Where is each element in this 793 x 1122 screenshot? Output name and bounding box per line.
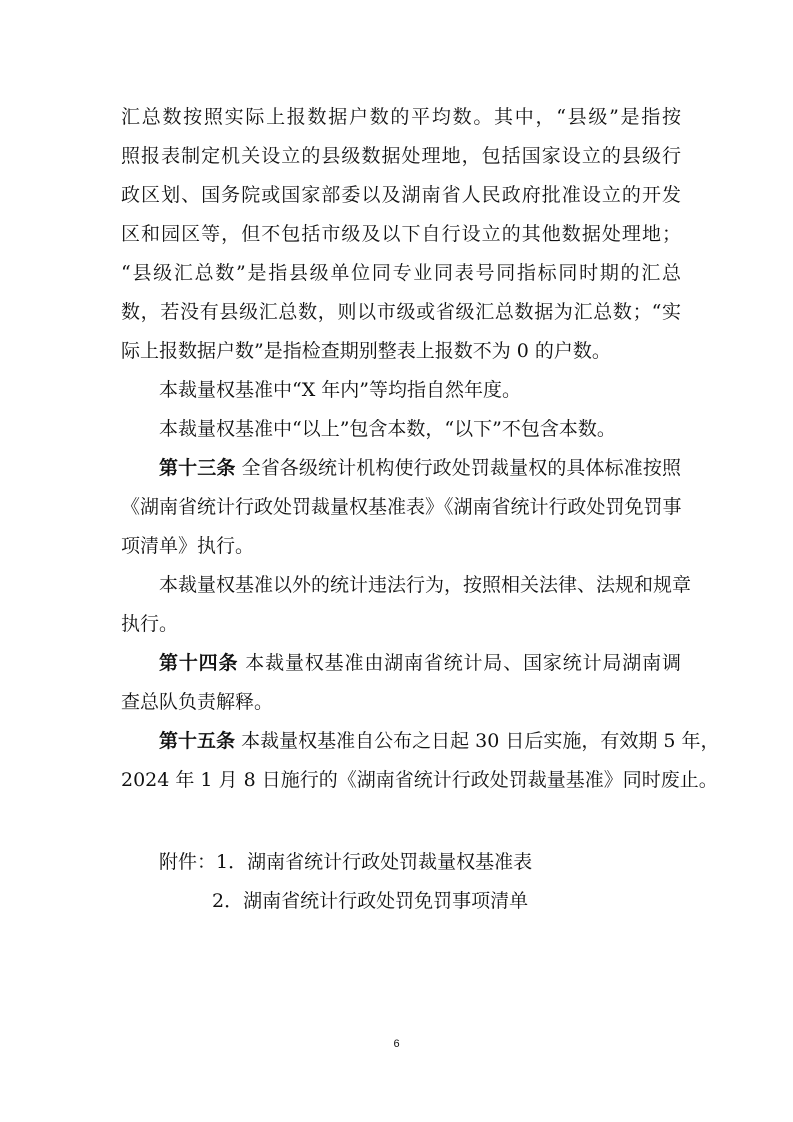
article-13-heading: 第十三条 (159, 457, 236, 479)
body-line: 执行。 (121, 613, 179, 635)
body-line: 《湖南省统计行政处罚裁量权基准表》《湖南省统计行政处罚免罚事 (121, 496, 682, 518)
article-13-line (159, 455, 681, 481)
body-line: 汇总数按照实际上报数据户数的平均数。其中，“县级”是指按 (121, 106, 681, 128)
body-line: 数，若没有县级汇总数，则以市级或省级汇总数据为汇总数；“实 (121, 301, 681, 323)
body-line: 查总队负责解释。 (121, 691, 274, 713)
body-line: 项清单》执行。 (121, 535, 255, 557)
body-line: 本裁量权基准以外的统计违法行为，按照相关法律、法规和规章 (159, 574, 692, 596)
article-15-line (159, 728, 720, 754)
paragraph-above-below-definition: 本裁量权基准中“以上”包含本数，“以下”不包含本数。 (159, 418, 616, 440)
body-line: 际上报数据户数”是指检查期别整表上报数不为 0 的户数。 (121, 340, 611, 362)
body-line: 政区划、国务院或国家部委以及湖南省人民政府批准设立的开发 (121, 184, 681, 206)
paragraph-year-definition: 本裁量权基准中“X 年内”等均指自然年度。 (159, 379, 521, 401)
page-number: 6 (393, 1038, 400, 1050)
body-line: 照报表制定机关设立的县级数据处理地，包括国家设立的县级行 (121, 145, 681, 167)
article-15-heading: 第十五条 (159, 730, 236, 752)
body-line: “县级汇总数”是指县级单位同专业同表号同指标同时期的汇总 (121, 262, 681, 284)
article-14-line (159, 650, 681, 676)
attachment-item-1: 附件：1．湖南省统计行政处罚裁量权基准表 (159, 851, 533, 873)
article-14-text: 本裁量权基准由湖南省统计局、国家统计局湖南调 (245, 652, 681, 674)
article-14-heading: 第十四条 (159, 652, 239, 674)
article-15-text: 本裁量权基准自公布之日起 30 日后实施，有效期 5 年， (241, 730, 720, 752)
body-line: 2024 年 1 月 8 日施行的《湖南省统计行政处罚裁量基准》同时废止。 (121, 769, 718, 791)
attachment-item-2: 2．湖南省统计行政处罚免罚事项清单 (212, 890, 529, 912)
body-line: 区和园区等，但不包括市级及以下自行设立的其他数据处理地； (121, 223, 681, 245)
article-13-text: 全省各级统计机构使行政处罚裁量权的具体标准按照 (241, 457, 681, 479)
